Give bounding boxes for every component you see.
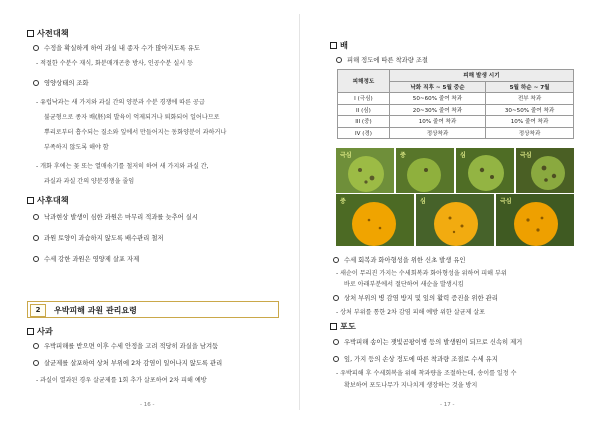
circle-bullet-icon [33,256,39,262]
heading-grape: 포도 [330,321,356,332]
square-bullet-icon [27,197,34,204]
table-cell: IV (경) [338,127,390,139]
text-line: - 새순이 무리진 가지는 수세회복과 화아형성을 위하여 피해 부위 [336,270,507,277]
table-cell: 20~30% 줄여 착과 [389,104,485,116]
table-cell: 10% 줄여 착과 [486,116,574,128]
photo-label: 극심 [340,152,352,159]
circle-bullet-icon [333,356,339,362]
text-line: - 적절한 수분수 재식, 화분매개곤충 방사, 인공수분 실시 등 [36,60,193,67]
table-cell: III (중) [338,116,390,128]
chapter-number: 2 [30,304,46,317]
photo-label: 극심 [500,198,512,205]
table-cell: II (심) [338,104,390,116]
bullet-item: 수정을 확실하게 하여 과실 내 종자 수가 많아지도록 유도 [33,43,200,52]
text-line: 뿌리로부터 흡수되는 질소와 잎에서 만들어지는 동화양분이 과하거나 [44,129,227,136]
bullet-item: 낙과현상 발생이 심한 과원은 마무리 적과를 늦추어 실시 [33,212,198,221]
bullet-item: 수세 강한 과원은 영양제 살포 자제 [33,254,139,263]
text-line: 과실과 과실 간의 양분경쟁을 줄임 [44,178,135,185]
text-line: 부족하지 않도록 해야 함 [44,144,109,151]
table-col-header: 5월 하순 ~ 7월 [486,81,574,93]
heading-pre-measures: 사전대책 [27,28,69,39]
table-col-header: 낙화 직후 ~ 5월 중순 [389,81,485,93]
bullet-item: 상처 부위의 병 감염 방지 및 잎의 활력 증진을 위한 관리 [333,293,498,302]
text-line: 바로 아래부분에서 절단하여 새순을 발생시킴 [344,281,464,288]
square-bullet-icon [27,328,34,335]
circle-bullet-icon [33,80,39,86]
bullet-item: 과원 토양이 과습하지 않도록 배수관리 철저 [33,233,164,242]
bullet-item: 수세 회복과 화아형성을 위한 신초 발생 유인 [333,255,466,264]
chapter-title-box [27,301,279,318]
photo-label: 심 [460,152,466,159]
circle-bullet-icon [33,343,39,349]
table-cell: 10% 줄여 착과 [389,116,485,128]
square-bullet-icon [27,30,34,37]
table-cell: 30~50% 줄여 착과 [486,104,574,116]
text-line: - 과실이 열과된 경우 살균제를 1회 추가 살포하여 2차 피해 예방 [36,377,207,384]
circle-bullet-icon [333,295,339,301]
circle-bullet-icon [333,339,339,345]
bullet-item: 살균제를 살포하여 상처 부위에 2차 감염이 일어나지 않도록 관리 [33,358,222,367]
table-cell: 50~60% 줄여 착과 [389,93,485,105]
text-line: 불균형으로 종자 배(胚)의 발육이 억제되거나 퇴화되어 일어나므로 [44,114,220,121]
square-bullet-icon [330,323,337,330]
circle-bullet-icon [333,257,339,263]
bullet-item: 우박피해를 받으면 이후 수세 안정을 고려 적당히 과실을 남겨둠 [33,341,218,350]
bullet-item: 영양상태의 조화 [33,78,89,87]
table-cell: I (극심) [338,93,390,105]
table-cell: 전부 착과 [486,93,574,105]
table-group-header: 피해 발생 시기 [389,70,573,82]
circle-bullet-icon [33,45,39,51]
photo-label: 극심 [520,152,532,159]
heading-pear: 배 [330,40,348,51]
bullet-item: 잎, 가지 등의 손상 정도에 따른 착과량 조절로 수세 유지 [333,354,498,363]
photo-label: 심 [420,198,426,205]
page-number: - 16 - [140,402,155,408]
table-corner-header: 피해정도 [338,70,390,93]
table-cell: 정상착과 [389,127,485,139]
circle-bullet-icon [33,235,39,241]
heading-post-measures: 사후대책 [27,195,69,206]
bullet-item: 피해 정도에 따른 착과량 조절 [336,55,428,64]
chapter-title: 우박피해 과원 관리요령 [54,306,137,315]
photo-label: 중 [400,152,406,159]
circle-bullet-icon [33,360,39,366]
circle-bullet-icon [33,214,39,220]
bullet-item: 우박피해 송이는 잿빛곰팡이병 등의 발생원이 되므로 신속히 제거 [333,337,522,346]
photo-label: 중 [340,198,346,205]
text-line: - 유럽낙과는 새 가지와 과실 간의 양분과 수분 경쟁에 따른 공급 [36,99,205,106]
table-cell: 정상착과 [486,127,574,139]
heading-apple: 사과 [27,326,53,337]
page-number: - 17 - [440,402,455,408]
right-page-lower [300,0,600,424]
text-line: - 상처 부위를 통한 2차 감염 피해 예방 위한 살균제 살포 [336,309,486,316]
text-line: 확보하여 포도나무가 지나치게 생장하는 것을 방지 [344,382,478,389]
text-line: - 우박피해 후 수세회복을 위해 착과량을 조절하는데, 송이를 일정 수 [336,370,517,377]
text-line: - 개화 후에는 꽃 또는 열매솎기를 철저히 하여 새 가지와 과실 간, [36,163,209,170]
